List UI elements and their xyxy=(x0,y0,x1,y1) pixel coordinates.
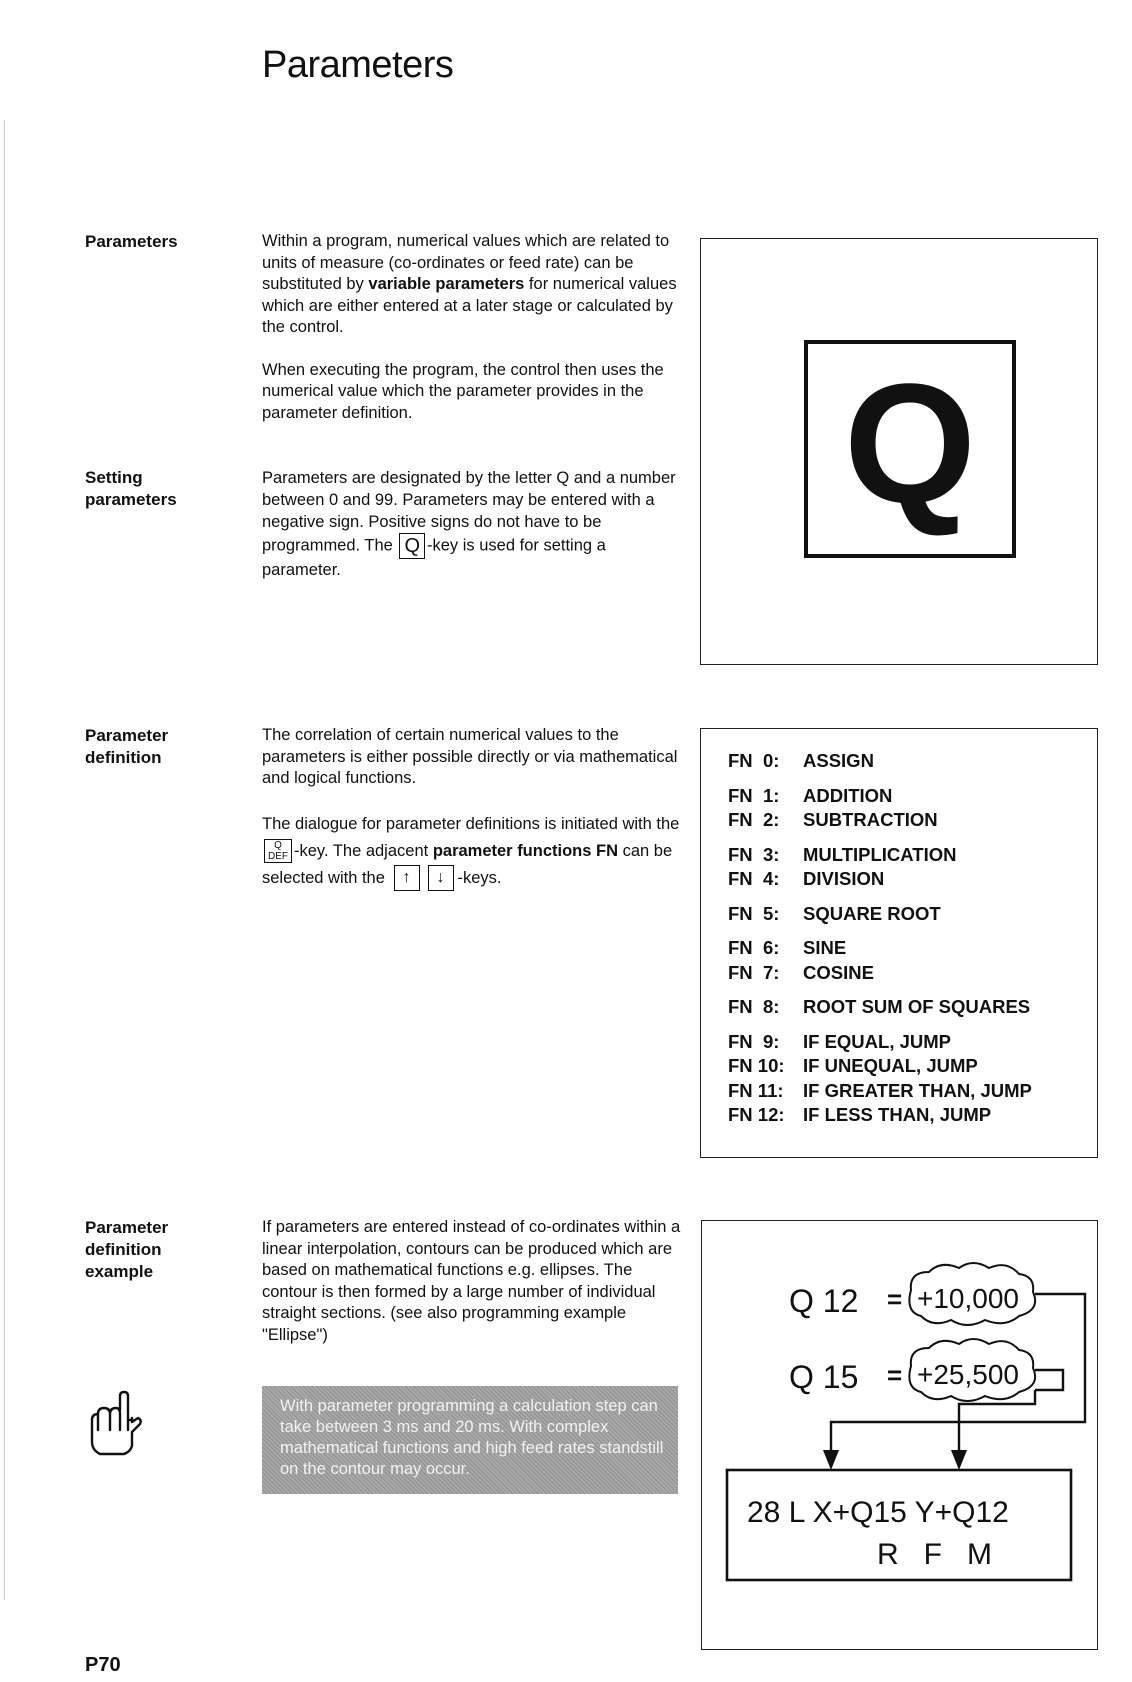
fn-name: ASSIGN xyxy=(803,750,874,771)
text-run: Within a program, numerical values which are related to units of measure (co-ordinates or feed rate) can be substituted by xyxy=(262,232,670,293)
fn-code: FN 10: xyxy=(728,1055,785,1076)
fn-code: FN 0: xyxy=(728,750,780,771)
setting-text xyxy=(262,467,682,581)
parameters-text xyxy=(262,231,682,424)
parameters-para-1 xyxy=(262,231,682,339)
fn-code: FN 5: xyxy=(728,902,780,924)
q12-label: Q 12 xyxy=(789,1283,859,1319)
key-top-text: Q xyxy=(274,840,282,852)
fn-group-gap xyxy=(728,775,1032,785)
fn-group-gap xyxy=(728,834,1032,844)
fn-row xyxy=(728,844,1032,869)
definition-para-2 xyxy=(262,811,682,892)
fn-row xyxy=(728,937,1032,962)
fn-code: FN 6: xyxy=(728,937,780,958)
fn-row xyxy=(728,1104,1032,1129)
text-run: The dialogue for parameter definitions is initiated with the xyxy=(262,814,680,833)
fn-group-gap xyxy=(728,927,1032,937)
fn-group-gap xyxy=(728,893,1032,903)
key-bottom-text: DEF xyxy=(268,851,288,863)
q-key-figure: Q xyxy=(804,340,1016,558)
page-margin-rule xyxy=(4,120,5,1600)
fn-name: IF UNEQUAL, JUMP xyxy=(803,1055,978,1076)
fn-code: FN 7: xyxy=(728,961,780,983)
fn-name: MULTIPLICATION xyxy=(803,843,957,865)
q12-arrow-head xyxy=(823,1450,839,1470)
q15-equals: = xyxy=(887,1360,903,1390)
bold-term: variable parameters xyxy=(368,275,525,293)
text-run: can be selected with the xyxy=(262,841,673,887)
fn-code: FN 3: xyxy=(728,843,780,865)
fn-row xyxy=(728,996,1032,1021)
fn-code: FN 12: xyxy=(728,1104,785,1125)
side-label-parameter-definition xyxy=(85,725,255,769)
fn-code: FN 2: xyxy=(728,809,780,830)
fn-name: DIVISION xyxy=(803,868,885,889)
fn-row xyxy=(728,1080,1032,1105)
q-key-icon: Q xyxy=(399,533,425,559)
fn-row xyxy=(728,809,1032,834)
text-run: -keys. xyxy=(457,868,502,887)
fn-group-gap xyxy=(728,986,1032,996)
fn-name: IF EQUAL, JUMP xyxy=(803,1030,952,1052)
fn-code: FN 11: xyxy=(728,1079,784,1101)
fn-name: COSINE xyxy=(803,961,874,983)
fn-name: SQUARE ROOT xyxy=(803,902,941,924)
pointing-hand-icon xyxy=(84,1390,146,1462)
fn-row xyxy=(728,868,1032,893)
text-run: for numerical values which are either entered at a later stage or calculated by the control. xyxy=(262,275,677,336)
parameter-example-diagram xyxy=(701,1220,1098,1650)
side-label-parameter-definition-example xyxy=(85,1217,255,1283)
text-run: -key. The adjacent xyxy=(294,841,433,860)
side-label-line: definition xyxy=(85,748,162,767)
side-label-line: example xyxy=(85,1262,154,1281)
fn-name: SUBTRACTION xyxy=(803,809,938,830)
warning-note-box: With parameter programming a calculation step can take between 3 ms and 20 ms. With complex mathematical functions and high feed rates standstill on the contour may occur. xyxy=(262,1386,678,1494)
parameters-para-2: When executing the program, the control then uses the numerical value which the parameter provides in the parameter definition. xyxy=(262,360,664,422)
fn-function-list xyxy=(728,750,1032,1129)
bold-term: parameter functions FN xyxy=(432,841,619,860)
q12-equals: = xyxy=(887,1284,903,1314)
fn-code: FN 9: xyxy=(728,1030,780,1052)
fn-name: IF LESS THAN, JUMP xyxy=(803,1104,992,1125)
nc-block-line-1: 28 L X+Q15 Y+Q12 xyxy=(747,1496,1009,1529)
definition-text xyxy=(262,725,682,892)
side-label-setting-parameters xyxy=(85,467,255,511)
fn-row xyxy=(728,1055,1032,1080)
fn-row xyxy=(728,750,1032,775)
q15-bracket xyxy=(1035,1370,1063,1400)
text-run: -key is used for setting a parameter. xyxy=(262,536,606,579)
definition-para-1: The correlation of certain numerical values to the parameters is either possible directly or via mathematical and logical functions. xyxy=(262,726,678,787)
text-run: Parameters are designated by the letter Q and a number between 0 and 99. Parameters may be entered with a negative sign. Positive signs do not have to be programmed. The xyxy=(262,469,676,555)
fn-name: ADDITION xyxy=(803,784,893,806)
side-label-line: Setting xyxy=(85,468,143,487)
arrow-down-key-icon: ↓ xyxy=(428,865,454,891)
q15-value: +25,500 xyxy=(917,1359,1019,1390)
example-text: If parameters are entered instead of co-ordinates within a linear interpolation, contours can be produced which are based on mathematical functions e.g. ellipses. The contour is then formed by a large number of individual straight sections. (see also programming example "Ellipse") xyxy=(262,1218,681,1344)
page-number: P70 xyxy=(85,1654,121,1676)
fn-row xyxy=(728,785,1032,810)
page-title: Parameters xyxy=(262,44,454,86)
fn-row xyxy=(728,1031,1032,1056)
q-def-key-icon xyxy=(264,839,292,863)
q15-label: Q 15 xyxy=(789,1359,859,1395)
fn-group-gap xyxy=(728,1021,1032,1031)
side-label-parameters: Parameters xyxy=(85,232,178,251)
fn-code: FN 8: xyxy=(728,996,780,1017)
fn-name: ROOT SUM OF SQUARES xyxy=(803,996,1031,1017)
side-label-line: definition xyxy=(85,1240,162,1259)
arrow-up-key-icon: ↑ xyxy=(394,865,420,891)
fn-name: SINE xyxy=(803,937,847,958)
fn-name: IF GREATER THAN, JUMP xyxy=(803,1079,1032,1101)
q12-value: +10,000 xyxy=(917,1283,1019,1314)
side-label-line: parameters xyxy=(85,490,177,509)
side-label-line: Parameter xyxy=(85,1218,169,1237)
side-label-line: Parameter xyxy=(85,726,169,745)
fn-row xyxy=(728,903,1032,928)
nc-block-line-2: R F M xyxy=(877,1538,992,1571)
q15-arrow-line xyxy=(959,1400,1035,1456)
fn-row xyxy=(728,962,1032,987)
q15-arrow-head xyxy=(951,1450,967,1470)
fn-code: FN 1: xyxy=(728,784,780,806)
fn-code: FN 4: xyxy=(728,868,780,889)
